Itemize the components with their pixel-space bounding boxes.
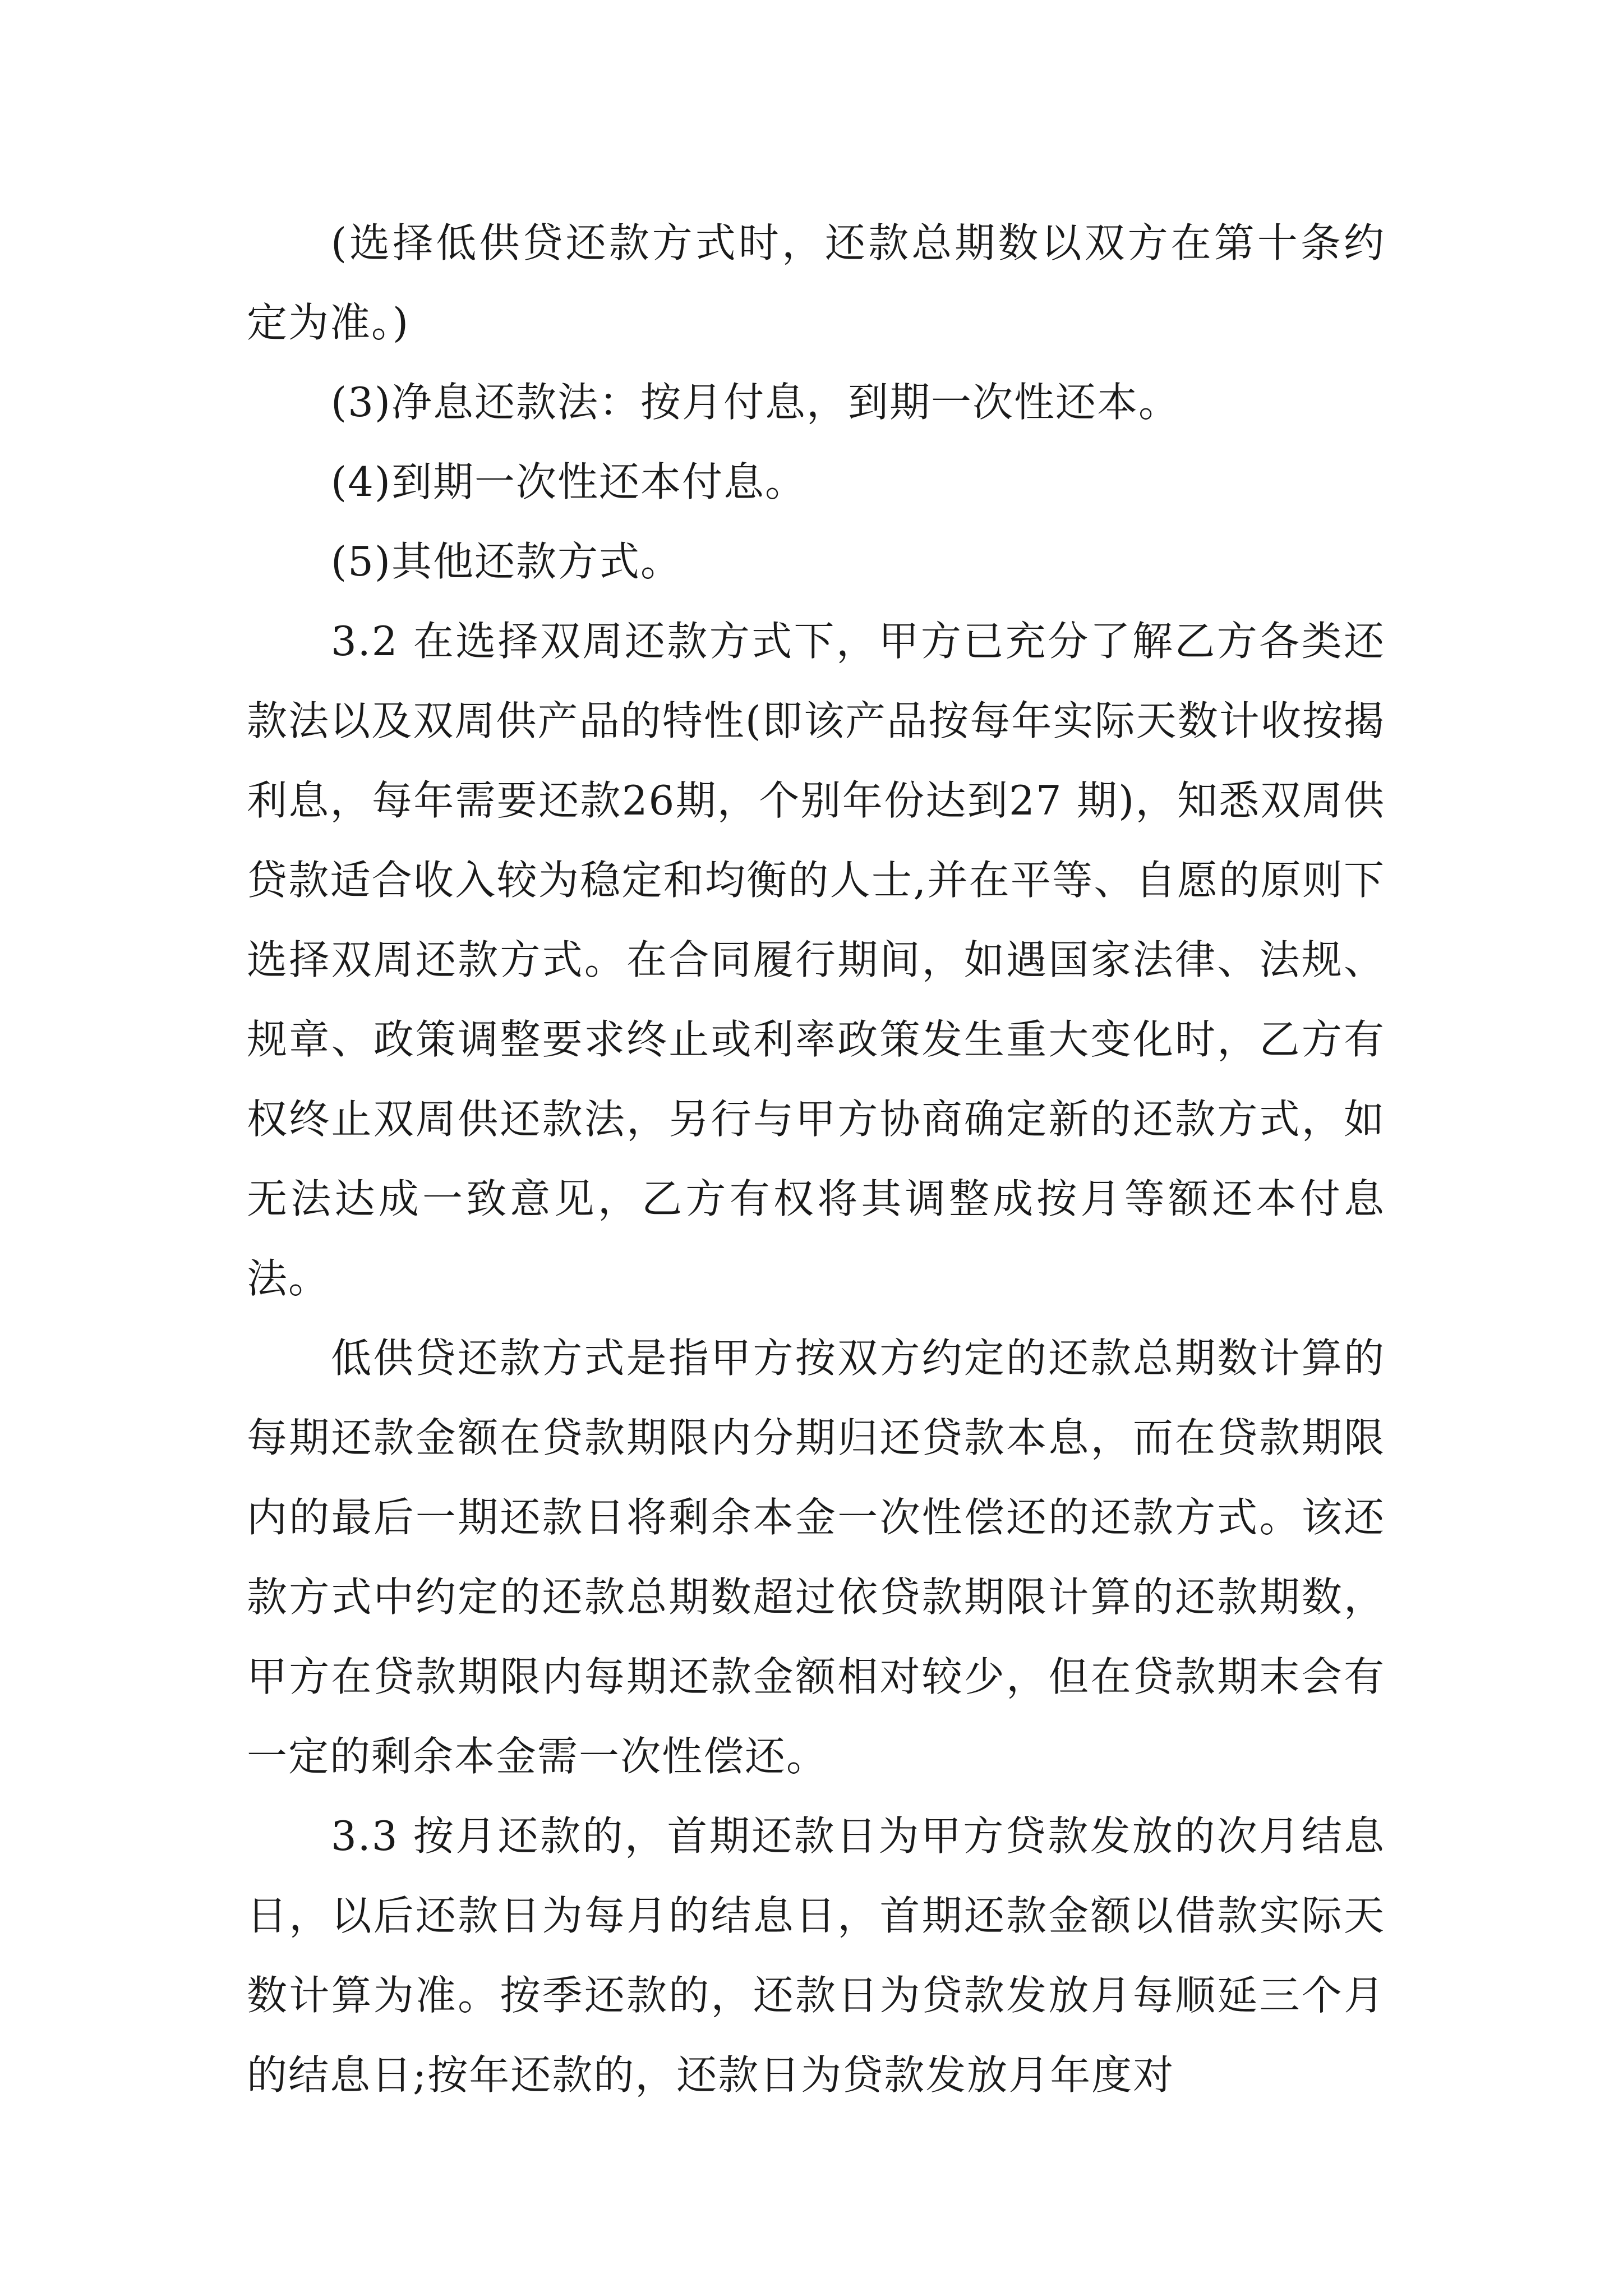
document-body <box>247 203 1385 2115</box>
paragraph-clause-3-2: 3.2 在选择双周还款方式下，甲方已充分了解乙方各类还款法以及双周供产品的特性(即该产品按每年实际天数计收按揭利息，每年需要还款26期，个别年份达到27 期)，知悉双周供贷款适合收入较为稳定和均衡的人士,并在平等、自愿的原则下选择双周还款方式。在合同履行期间，如遇国家法律、法规、规章、政策调整要求终止或利率政策发生重大变化时，乙方有权终止双周供还款法，另行与甲方协商确定新的还款方式，如无法达成一致意见，乙方有权将其调整成按月等额还本付息法。 <box>247 618 1385 1302</box>
list-item-net-interest: (3)净息还款法：按月付息，到期一次性还本。 <box>331 379 1180 426</box>
paragraph-repayment-term-note: (选择低供贷还款方式时，还款总期数以双方在第十条约定为准。) <box>247 219 1385 346</box>
list-item-bullet-repayment: (4)到期一次性还本付息。 <box>331 458 806 505</box>
list-item-other-methods: (5)其他还款方式。 <box>331 538 682 585</box>
paragraph-low-installment-definition: 低供贷还款方式是指甲方按双方约定的还款总期数计算的每期还款金额在贷款期限内分期归还贷款本息，而在贷款期限内的最后一期还款日将剩余本金一次性偿还的还款方式。该还款方式中约定的还款总期数超过依贷款期限计算的还款期数，甲方在贷款期限内每期还款金额相对较少，但在贷款期末会有一定的剩余本金需一次性偿还。 <box>247 1335 1385 1780</box>
paragraph-clause-3-3: 3.3 按月还款的，首期还款日为甲方贷款发放的次月结息日，以后还款日为每月的结息日，首期还款金额以借款实际天数计算为准。按季还款的，还款日为贷款发放月每顺延三个月的结息日;按年还款的，还款日为贷款发放月年度对 <box>247 1812 1385 2099</box>
